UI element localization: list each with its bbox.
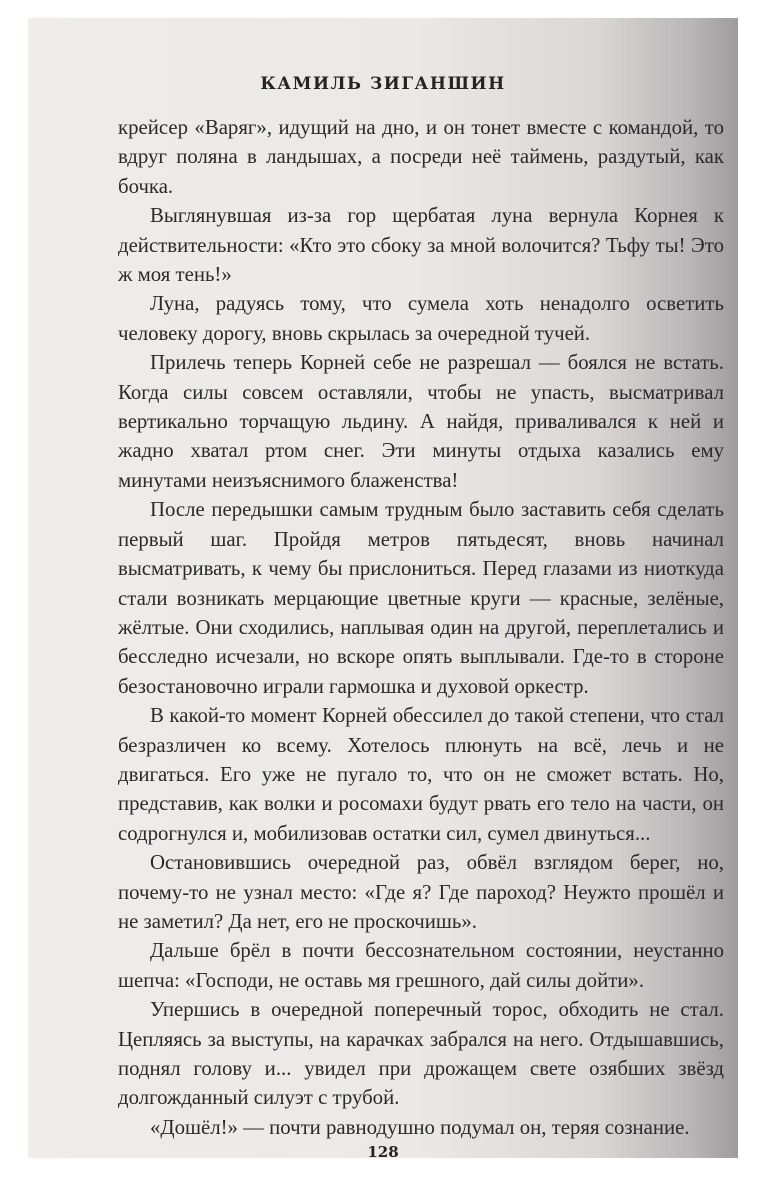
- paragraph-5: После передышки самым трудным было заставить себя сделать первый шаг. Пройдя метров пятьдесят, вновь начинал высматривать, к чему бы прислониться. Перед глазами из ниоткуда стали возникать мерцающие цветные круги — красные, зелёные, жёлтые. Они сходились, наплывая один на другой, переплетались и бесследно исчезали, но вскоре опять выплывали. Где-то в стороне безостановочно играли гармошка и духовой оркестр.: [118, 498, 724, 698]
- paragraph-3: Луна, радуясь тому, что сумела хоть ненадолго осветить человеку дорогу, вновь скрылась за очередной тучей.: [118, 292, 724, 345]
- paragraph-9: Упершись в очередной поперечный торос, обходить не стал. Цепляясь за выступы, на карачках забрался на него. Отдышавшись, поднял голову и... увидел при дрожащем свете озябших звёзд долгожданный силуэт с трубой.: [118, 998, 724, 1110]
- paragraph-6: В какой-то момент Корней обессилел до такой степени, что стал безразличен ко всему. Хотелось плюнуть на всё, лечь и не двигаться. Его уже не пугало то, что он не сможет встать. Но, представив, как волки и росомахи будут рвать его тело на части, он содрогнулся и, мобилизовав остатки сил, сумел двинуться...: [118, 704, 724, 845]
- body-text: [118, 113, 724, 1142]
- running-head-author: КАМИЛЬ ЗИГАНШИН: [260, 74, 506, 94]
- paragraph-7: Остановившись очередной раз, обвёл взглядом берег, но, почему-то не узнал место: «Где я? Где пароход? Неужто прошёл и не заметил? Да нет, его не проскочишь».: [118, 851, 724, 933]
- paragraph-2: Выглянувшая из-за гор щербатая луна вернула Корнея к действительности: «Кто это сбоку за мной волочится? Тьфу ты! Это ж моя тень!»: [118, 204, 724, 287]
- paragraph-8: Дальше брёл в почти бессознательном состоянии, неустанно шепча: «Господи, не оставь мя грешного, дай силы дойти».: [118, 939, 724, 992]
- paragraph-4: Прилечь теперь Корней себе не разрешал — боялся не встать. Когда силы совсем оставляли, чтобы не упасть, высматривал вертикально торчащую льдину. А найдя, приваливался к ней и жадно хватал ртом снег. Эти минуты отдыха казались ему минутами неизъяснимого блаженства!: [118, 351, 724, 492]
- paragraph-10: «Дошёл!» — почти равнодушно подумал он, теряя сознание.: [150, 1115, 690, 1139]
- paragraph-1: крейсер «Варяг», идущий на дно, и он тонет вместе с командой, то вдруг поляна в ландышах, а посреди неё таймень, раздутый, как бочка.: [118, 116, 724, 198]
- page-number: 128: [367, 1143, 399, 1158]
- book-page: [28, 18, 738, 1158]
